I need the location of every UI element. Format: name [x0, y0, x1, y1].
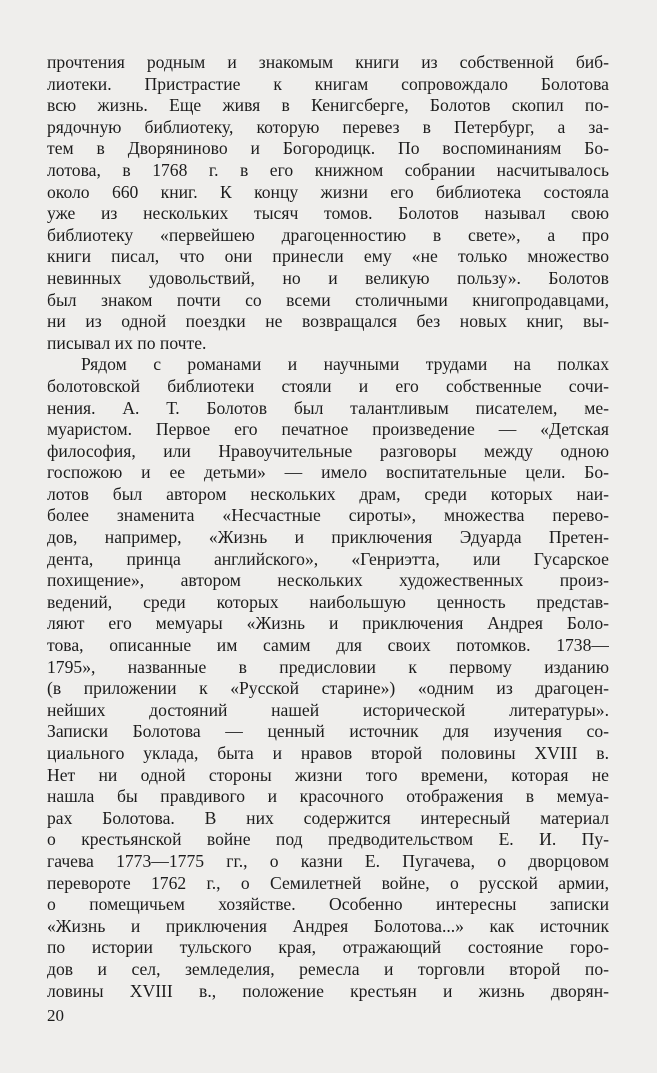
text-line: Записки Болотова — ценный источник для изучения со-: [47, 721, 609, 742]
text-line: Нет ни одной стороны жизни того времени, которая не: [47, 764, 609, 785]
text-line: болотовской библиотеки стояли и его собственные сочи-: [47, 375, 609, 396]
body-text: [47, 52, 609, 1002]
text-line: всю жизнь. Еще живя в Кенигсберге, Болотов скопил по-: [47, 95, 609, 116]
text-line: Рядом с романами и научными трудами на полках: [81, 354, 609, 375]
text-line: рядочную библиотеку, которую перевез в Петербург, а за-: [47, 116, 609, 137]
text-line: перевороте 1762 г., о Семилетней войне, о русской армии,: [47, 872, 609, 893]
text-line: ни из одной поездки не возвращался без новых книг, вы-: [47, 311, 609, 332]
text-line: това, описанные им самим для своих потомков. 1738—: [47, 635, 609, 656]
text-line: «Жизнь и приключения Андрея Болотова...» как источник: [47, 915, 609, 936]
text-line: лотов был автором нескольких драм, среди которых наи-: [47, 483, 609, 504]
text-line: госпожою и ее детьми» — имело воспитательные цели. Бо-: [47, 462, 609, 483]
text-line: тем в Дворяниново и Богородицк. По воспоминаниям Бо-: [47, 138, 609, 159]
text-line: дов, например, «Жизнь и приключения Эдуарда Претен-: [47, 527, 609, 548]
text-line: муаристом. Первое его печатное произведение — «Детская: [47, 419, 609, 440]
text-line: писывал их по почте.: [47, 332, 207, 353]
text-line: лиотеки. Пристрастие к книгам сопровождало Болотова: [47, 73, 609, 94]
text-line: (в приложении к «Русской старине») «одним из драгоцен-: [47, 678, 609, 699]
text-line: более знаменита «Несчастные сироты», множества перево-: [47, 505, 609, 526]
text-line: ловины XVIII в., положение крестьян и жизнь дворян-: [47, 980, 609, 1001]
text-line: 1795», названные в предисловии к первому изданию: [47, 656, 609, 677]
paragraph: [47, 52, 609, 354]
text-line: рах Болотова. В них содержится интересный материал: [47, 807, 609, 828]
text-line: нения. А. Т. Болотов был талантливым писателем, ме-: [47, 397, 609, 418]
text-line: книги писал, что они принесли ему «не только множество: [47, 246, 609, 267]
text-line: дента, принца английского», «Генриэтта, или Гусарское: [47, 548, 609, 569]
text-line: был знаком почти со всеми столичными книгопродавцами,: [47, 289, 609, 310]
text-line: философия, или Нравоучительные разговоры между одною: [47, 440, 609, 461]
text-line: похищение», автором нескольких художественных произ-: [47, 570, 609, 591]
text-line: о помещичьем хозяйстве. Особенно интересны записки: [47, 894, 609, 915]
text-line: библиотеку «первейшею драгоценностию в свете», а про: [47, 224, 609, 245]
text-line: уже из нескольких тысяч томов. Болотов называл свою: [47, 203, 609, 224]
text-line: гачева 1773—1775 гг., о казни Е. Пугачева, о дворцовом: [47, 850, 609, 871]
page-number: 20: [47, 1006, 64, 1025]
text-line: дов и сел, земледелия, ремесла и торговли второй по-: [47, 958, 609, 979]
text-line: ведений, среди которых наибольшую ценность представ-: [47, 591, 609, 612]
text-line: нейших достояний нашей исторической литературы».: [47, 699, 609, 720]
text-line: прочтения родным и знакомым книги из собственной биб-: [47, 52, 609, 72]
text-line: о крестьянской войне под предводительством Е. И. Пу-: [47, 829, 609, 850]
text-line: ляют его мемуары «Жизнь и приключения Андрея Боло-: [47, 613, 609, 634]
text-line: по истории тульского края, отражающий состояние горо-: [47, 937, 609, 958]
text-line: лотова, в 1768 г. в его книжном собрании насчитывалось: [47, 159, 609, 180]
text-line: около 660 книг. К концу жизни его библиотека состояла: [47, 181, 609, 202]
text-line: циального уклада, быта и нравов второй половины XVIII в.: [47, 743, 609, 763]
text-line: невинных удовольствий, но и великую пользу». Болотов: [47, 267, 609, 288]
text-line: нашла бы правдивого и красочного отображения в мемуа-: [47, 786, 609, 807]
paragraph: [47, 354, 609, 1002]
